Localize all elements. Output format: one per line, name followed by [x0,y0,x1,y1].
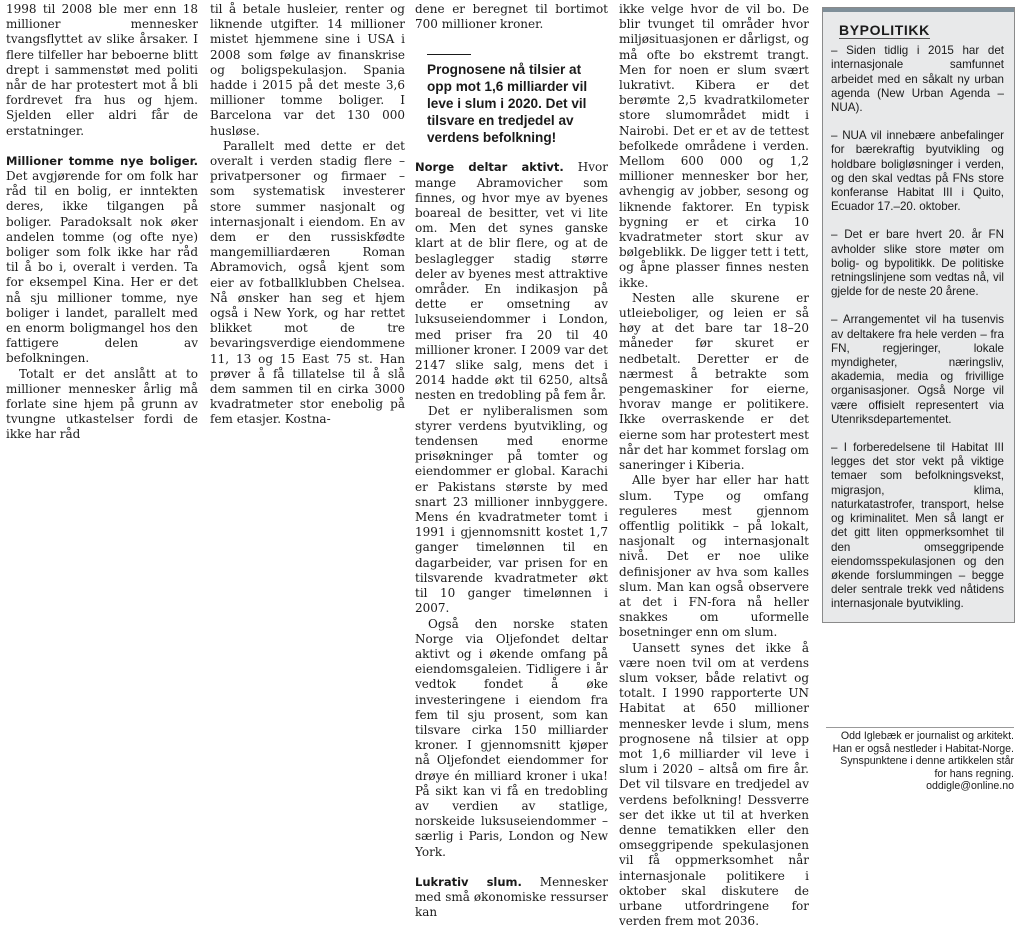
article-column-1 [6,2,198,443]
pull-quote-text: Prognosene nå tilsier at opp mot 1,6 milliarder vil leve i slum i 2020. Det vil tilsvare en tredjedel av verdens befolkning! [427,62,588,146]
paragraph: ikke velge hvor de vil bo. De blir tvunget til områder hvor miljøsituasjonen er dårligst, og må ofte bo ekstremt trangt. Men for noen er slum svært lukrativt. Kibera er det berømte 2,5 kvadratkilometer store slumområdet midt i Nairobi. Det er et av de tettest befolkede områdene i verden. Mellom 600 000 og 1,2 millioner mennesker bor her, avhengig av jobber, sesong og liknende faktorer. En typisk bygning er et cirka 10 kvadratmeter stort skur av bølgeblikk. De ligger tett i tett, og åpne plasser finnes nesten ikke. [619,2,809,290]
article-column-4 [619,2,809,929]
paragraph: dene er beregnet til bortimot 700 millioner kroner. [415,2,608,32]
fact-box-top-bar [823,8,1014,12]
fact-box-list [823,44,1014,611]
paragraph: Millioner tomme nye boliger. Det avgjørende for om folk har råd til en bolig, er inntekten deres, ikke tilgangen på boliger. Paradoksalt nok øker andelen tomme (og ofte nye) boliger som folk ikke har råd til å bo i, overalt i verden. Ta for eksempel Kina. Her er det nå sju millioner tomme, nye boliger i landet, parallelt med en enorm boligmangel hos den fattigere delen av befolkningen. [6,153,198,366]
author-email: oddigle@online.no [926,780,1014,793]
article-column-3 [415,2,608,920]
byline-line: Synspunktene i denne artikkelen står [840,755,1014,768]
subheading: Millioner tomme nye boliger. [6,153,198,168]
pull-quote-rule [427,54,471,55]
byline-line: Han er også nestleder i Habitat-Norge. [832,742,1014,755]
byline-rule [826,727,1014,728]
fact-box-item: – Siden tidlig i 2015 har det internasjonale samfunnet arbeidet med en såkalt ny urban agenda (New Urban Agenda – NUA). [831,44,1004,115]
paragraph: Norge deltar aktivt. Hvor mange Abramovicher som finnes, og hvor mye av byenes boareal de besitter, vet vi lite om. Men det synes ganske klart at de blir flere, og at de beslaglegger stadig større deler av byenes mest attraktive områder. En indikasjon på dette er omsetning av luksuseiendommer i London, med priser fra 20 til 40 millioner kroner. I 2009 var det 2147 slike salg, mens det i 2014 hadde økt til 6250, altså nesten en tredobling på fem år. [415,160,608,403]
paragraph: Alle byer har eller har hatt slum. Type og omfang reguleres mest gjennom offentlig politikk – på lokalt, nasjonalt og internasjonalt nivå. Det er noe ulike definisjoner av hva som kalles slum. Man kan også observere at det i FN-fora nå heller snakkes om uformelle bosetninger enn om slum. [619,473,809,640]
paragraph: Også den norske staten Norge via Oljefondet deltar aktivt og i økende omfang på eiendomsgaleien. Tidligere i år vedtok fondet å øke investeringene i eiendom fra fem til sju prosent, som kan tilsvare cirka 150 milliarder kroner. I gjennomsnitt kjøper nå Oljefondet eiendommer for drøye én milliard kroner i uka! På sikt kan vi få en tredobling av verdien av statlige, norskeide luksuseiendommer – særlig i Paris, London og New York. [415,616,608,859]
fact-box-item: – Arrangementet vil ha tusenvis av deltakere fra hele verden – fra FN, regjeringer, lokale myndigheter, næringsliv, akademia, media og frivillige organisasjoner. Også Norge vil være offisielt representert via Utenriksdepartementet. [831,313,1004,426]
fact-box-item: – Det er bare hvert 20. år FN avholder slike store møter om bolig- og bypolitikk. De politiske retningslinjene som vedtas nå, vil gjelde for de neste 20 årene. [831,228,1004,299]
fact-box [822,7,1015,623]
subheading: Norge deltar aktivt. [415,160,564,175]
paragraph: Det er nyliberalismen som styrer verdens byutvikling, og tendensen med enorme prisøkninger på tomter og eiendommer er global. Karachi er Pakistans største by med snart 23 millioner innbyggere. Mens én kvadratmeter tomt i 1991 i gjennomsnitt kostet 1,7 ganger timelønnen til en dagarbeider, var prisen for en tilsvarende kvadratmeter økt til 10 ganger timelønnen i 2007. [415,403,608,616]
paragraph: Totalt er det anslått at to millioner mennesker årlig må forlate sine hjem på grunn av tvungne utkastelser fordi de ikke har råd [6,366,198,442]
paragraph: til å betale husleier, renter og liknende utgifter. 14 millioner mistet hjemmene sine i USA i 2008 som følge av finanskrise og boligspekulasjon. Spania hadde i 2015 på det meste 3,6 millioner tomme boliger. I Barcelona var det 130 000 husløse. [210,2,405,138]
article-column-2 [210,2,405,428]
paragraph: Parallelt med dette er det overalt i verden stadig flere – privatpersoner og firmaer – som systematisk investerer store summer nasjonalt og internasjonalt i eiendom. En av dem er den russiskfødte mangemilliardæren Roman Abramovich, også kjent som eier av fotballklubben Chelsea. Nå ønsker han seg et hjem også i New York, og har rettet blikket mot de tre bevaringsverdige eiendommene 11, 13 og 15 East 75 st. Han prøver å få tillatelse til å slå dem sammen til en cirka 3000 kvadratmeter stor enebolig på fem etasjer. Kostna- [210,138,405,427]
author-byline [826,727,1014,793]
fact-box-item: – NUA vil innebære anbefalinger for bærekraftig byutvikling og holdbare boligløsninger i verden, og den skal vedtas på FNs store konferanse Habitat III i Quito, Ecuador 17.–20. oktober. [831,129,1004,214]
byline-line: for hans regning. [934,767,1014,780]
paragraph: 1998 til 2008 ble mer enn 18 millioner mennesker tvangsflyttet av slike årsaker. I flere tilfeller har beboerne blitt drept i sammenstøt med politi når de har protestert mot å bli fordrevet fra hus og hjem. Sjelden eller aldri får de erstatninger. [6,2,198,138]
paragraph: Uansett synes det ikke å være noen tvil om at verdens slum vokser, både relativt og totalt. I 1990 rapporterte UN Habitat at 650 millioner mennesker levde i slum, mens prognosene nå tilsier at opp mot 1,6 milliarder vil leve i slum i 2020 – altså om fire år. Det vil tilsvare en tredjedel av verdens befolkning! Dessverre ser det ikke ut til at hverken denne tematikken eller den omseggripende spekulasjonen vil få oppmerksomhet når internasjonale politikere i oktober skal diskutere de urbane utfordringene for verden frem mot 2036. [619,640,809,929]
fact-box-item: – I forberedelsene til Habitat III legges det stor vekt på viktige temaer som befolkningsvekst, migrasjon, klima, naturkatastrofer, transport, helse og kriminalitet. Men så langt er det gitt liten oppmerksomhet til den omseggripende eiendomsspekulasjonen og den økende forslummingen – begge deler sentrale trekk ved nåtidens internasjonale byutvikling. [831,441,1004,611]
pull-quote [427,54,597,146]
byline-line: Odd Iglebæk er journalist og arkitekt. [840,730,1014,742]
fact-box-title: BYPOLITIKK [839,22,930,38]
subheading: Lukrativ slum. [415,874,522,889]
paragraph: Nesten alle skurene er utleieboliger, og leien er så høy at det bare tar 18–20 måneder før skuret er nedbetalt. Deretter er de nærmest å betrakte som pengemaskiner for eierne, hvorav mange er politikere. Ikke overraskende er det eierne som har protestert mest når det har kommet forslag om saneringer i Kiberia. [619,290,809,473]
paragraph: Lukrativ slum. Mennesker med små økonomiske ressurser kan [415,874,608,920]
